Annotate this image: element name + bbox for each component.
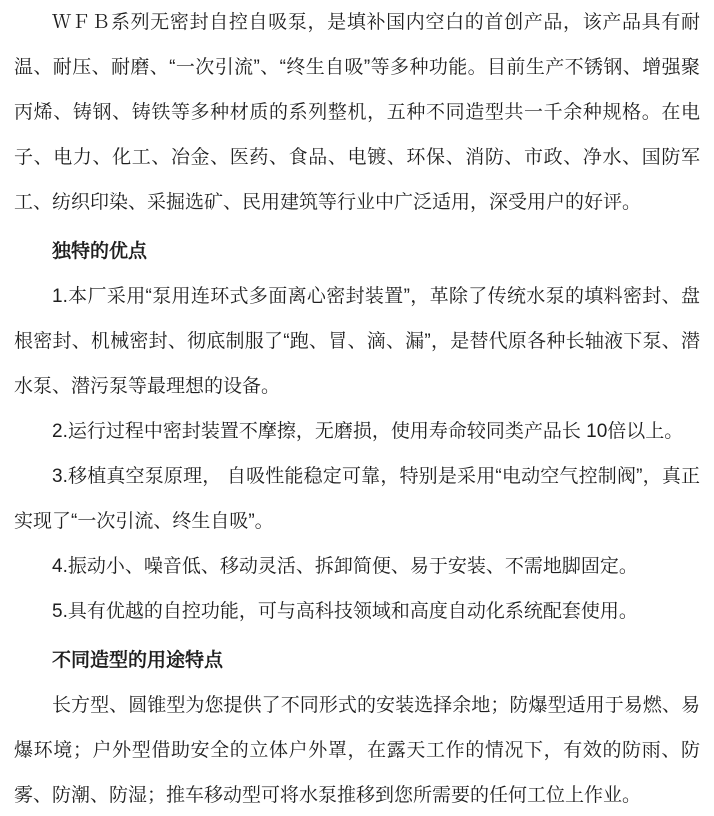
- paragraph: ＷＦＢ系列无密封自控自吸泵，是填补国内空白的首创产品，该产品具有耐温、耐压、耐磨、“一次引流”、“终生自吸”等多种功能。目前生产不锈钢、增强聚丙烯、铸钢、铸铁等多种材质的系列整机，五种不同造型共一千余种规格。在电子、电力、化工、冶金、医药、食品、电镀、环保、消防、市政、净水、国防军工、纺织印染、采掘选矿、民用建筑等行业中广泛适用，深受用户的好评。: [14, 12, 700, 213]
- paragraph: 5.具有优越的自控功能，可与高科技领域和高度自动化系统配套使用。: [52, 601, 638, 622]
- paragraph: 2.运行过程中密封装置不摩擦，无磨损，使用寿命较同类产品长 10倍以上。: [52, 421, 684, 442]
- paragraph: 4.振动小、噪音低、移动灵活、拆卸简便、易于安装、不需地脚固定。: [52, 556, 638, 577]
- section-heading: 不同造型的用途特点: [52, 650, 224, 671]
- paragraph: 长方型、圆锥型为您提供了不同形式的安装选择余地；防爆型适用于易燃、易爆环境；户外型借助安全的立体户外罩，在露天工作的情况下，有效的防雨、防雾、防潮、防湿；推车移动型可将水泵推移到您所需要的任何工位上作业。: [14, 695, 700, 806]
- section-heading: 独特的优点: [52, 241, 148, 262]
- paragraph: 3.移植真空泵原理， 自吸性能稳定可靠，特别是采用“电动空气控制阀”，真正实现了“一次引流、终生自吸”。: [14, 466, 700, 532]
- paragraph: 1.本厂采用“泵用连环式多面离心密封装置”，革除了传统水泵的填料密封、盘根密封、机械密封、彻底制服了“跑、冒、滴、漏”，是替代原各种长轴液下泵、潜水泵、潜污泵等最理想的设备。: [14, 286, 700, 397]
- document-content: [14, 0, 700, 816]
